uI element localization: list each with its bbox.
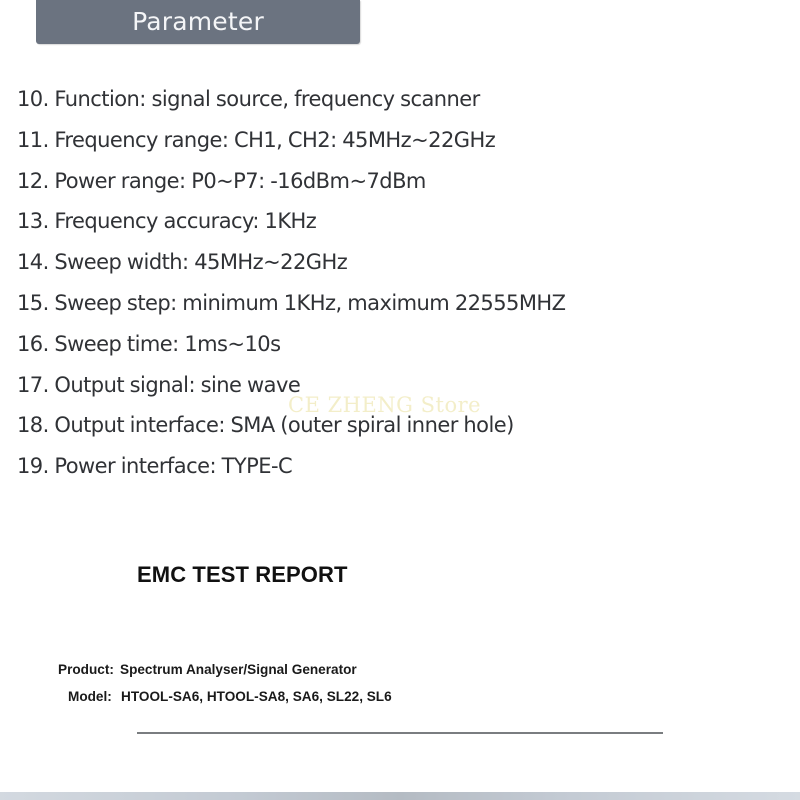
parameter-item-frequency-range: 11. Frequency range: CH1, CH2: 45MHz~22GHz [17, 127, 496, 152]
parameter-item-sweep-width: 14. Sweep width: 45MHz~22GHz [17, 250, 348, 275]
parameter-item-output-signal: 17. Output signal: sine wave [17, 372, 301, 397]
parameter-item-sweep-step: 15. Sweep step: minimum 1KHz, maximum 22555MHZ [17, 290, 566, 315]
parameter-item-sweep-time: 16. Sweep time: 1ms~10s [17, 331, 281, 356]
report-product-line [58, 662, 357, 677]
parameter-item-output-interface: 18. Output interface: SMA (outer spiral inner hole) [17, 413, 514, 438]
bottom-edge-strip [0, 792, 800, 800]
product-label: Product: [58, 662, 114, 677]
report-divider [137, 732, 663, 734]
store-watermark: CE ZHENG Store [288, 393, 482, 417]
parameter-item-power-range: 12. Power range: P0~P7: -16dBm~7dBm [17, 168, 426, 193]
parameter-item-frequency-accuracy: 13. Frequency accuracy: 1KHz [17, 209, 317, 234]
product-value: Spectrum Analyser/Signal Generator [120, 662, 357, 677]
report-model-line [68, 689, 392, 704]
section-header [36, 0, 360, 44]
model-value: HTOOL-SA6, HTOOL-SA8, SA6, SL22, SL6 [121, 689, 392, 704]
parameter-list [17, 84, 566, 492]
report-title: EMC TEST REPORT [137, 562, 348, 587]
parameter-item-power-interface: 19. Power interface: TYPE-C [17, 454, 293, 479]
section-title: Parameter [132, 6, 264, 36]
model-label: Model: [68, 689, 112, 704]
parameter-item-function: 10. Function: signal source, frequency scanner [17, 87, 480, 111]
